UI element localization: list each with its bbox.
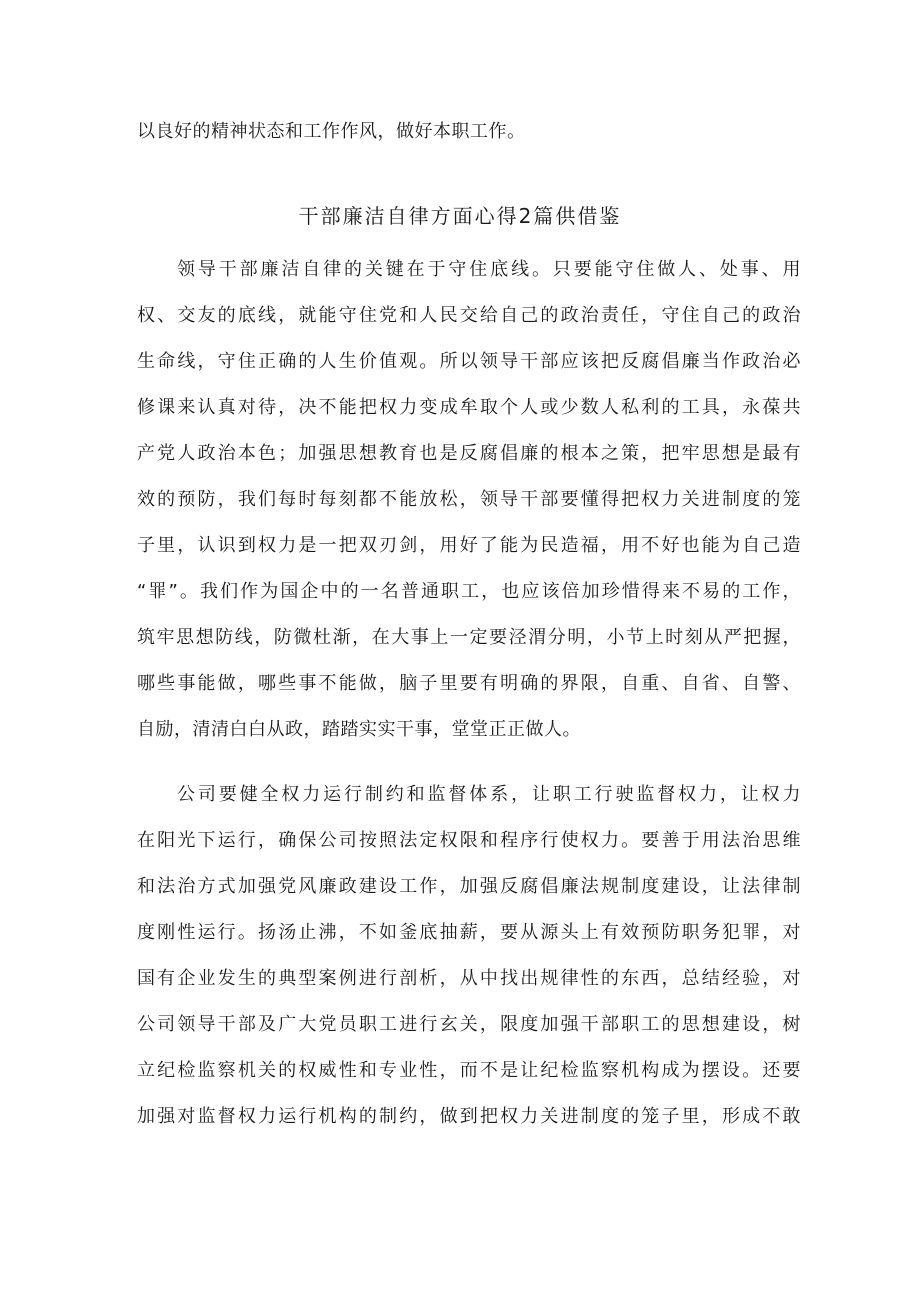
paragraph1-line: 领导干部廉洁自律的关键在于守住底线。只要能守住做人、处事、用 [177, 259, 801, 280]
paragraph1-line: 修课来认真对待，决不能把权力变成牟取个人或少数人私利的工具，永葆共 [137, 397, 801, 418]
paragraph1-line: 权、交友的底线，就能守住党和人民交给自己的政治责任，守住自己的政治 [137, 305, 801, 326]
paragraph1-line: 自励，清清白白从政，踏踏实实干事，堂堂正正做人。 [137, 719, 581, 740]
paragraph2-line: 立纪检监察机关的权威性和专业性，而不是让纪检监察机构成为摆设。还要 [137, 1060, 801, 1081]
paragraph2-line: 和法治方式加强党风廉政建设工作，加强反腐倡廉法规制度建设，让法律制 [137, 876, 801, 897]
document-title: 干部廉洁自律方面心得2篇供借鉴 [298, 204, 622, 228]
paragraph2-line: 国有企业发生的典型案例进行剖析，从中找出规律性的东西，总结经验，对 [137, 968, 801, 989]
paragraph2-line: 公司领导干部及广大党员职工进行玄关，限度加强干部职工的思想建设，树 [137, 1014, 801, 1035]
paragraph2-line: 公司要健全权力运行制约和监督体系，让职工行驶监督权力，让权力 [177, 784, 801, 805]
paragraph1-line: 效的预防，我们每时每刻都不能放松，领导干部要懂得把权力关进制度的笼 [137, 489, 801, 510]
paragraph1-line: “罪”。我们作为国企中的一名普通职工，也应该倍加珍惜得来不易的工作， [137, 581, 801, 602]
paragraph2-line: 加强对监督权力运行机构的制约，做到把权力关进制度的笼子里，形成不敢 [137, 1106, 801, 1127]
paragraph1-line: 生命线，守住正确的人生价值观。所以领导干部应该把反腐倡廉当作政治必 [137, 351, 801, 372]
intro-line: 以良好的精神状态和工作作风，做好本职工作。 [137, 121, 526, 142]
paragraph1-line: 筑牢思想防线，防微杜渐，在大事上一定要泾渭分明，小节上时刻从严把握， [137, 627, 801, 648]
paragraph2-line: 在阳光下运行，确保公司按照法定权限和程序行使权力。要善于用法治思维 [137, 830, 801, 851]
paragraph1-line: 哪些事能做，哪些事不能做，脑子里要有明确的界限，自重、自省、自警、 [137, 673, 801, 694]
paragraph2-line: 度刚性运行。扬汤止沸，不如釜底抽薪，要从源头上有效预防职务犯罪，对 [137, 922, 801, 943]
paragraph1-line: 子里，认识到权力是一把双刃剑，用好了能为民造福，用不好也能为自己造 [137, 535, 801, 556]
paragraph1-line: 产党人政治本色；加强思想教育也是反腐倡廉的根本之策，把牢思想是最有 [137, 443, 801, 464]
